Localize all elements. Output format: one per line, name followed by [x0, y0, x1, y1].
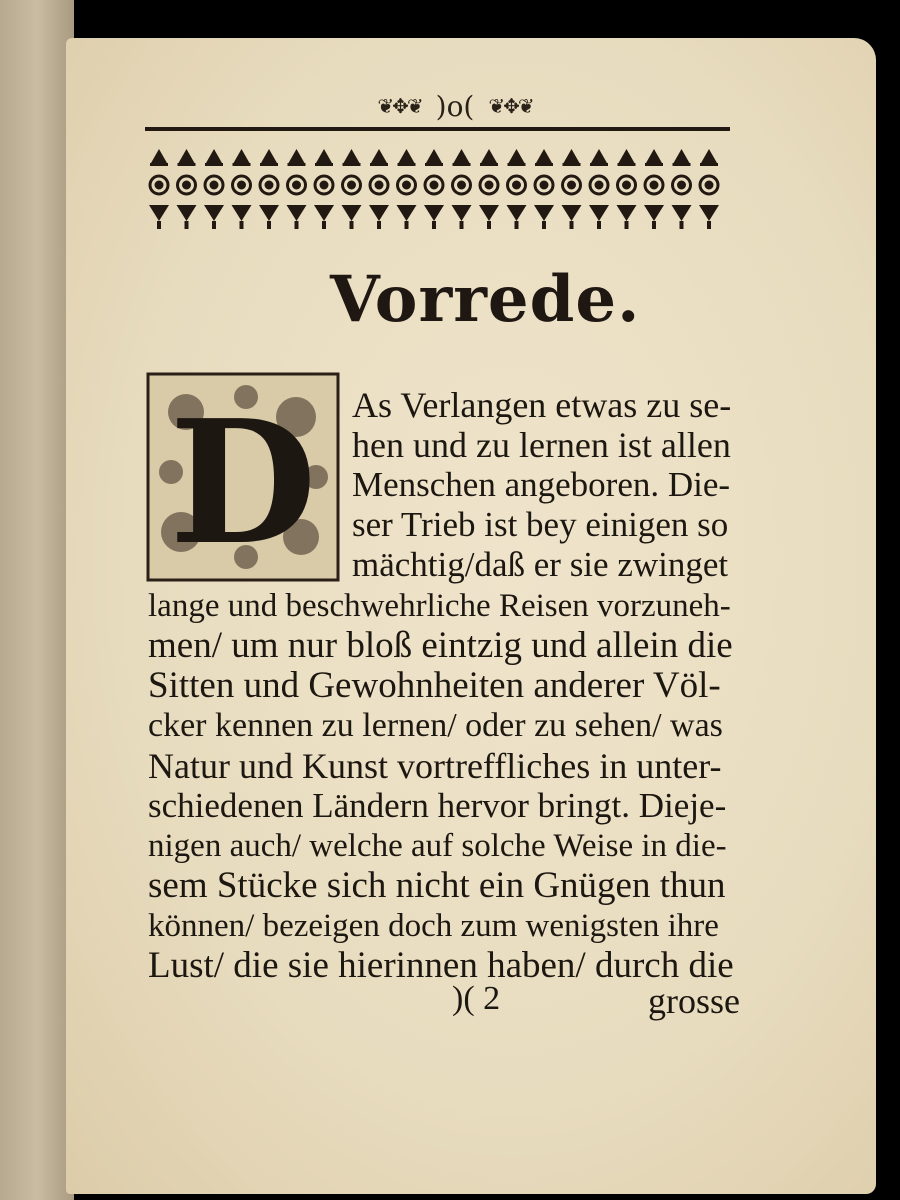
ornament-rosette-center — [679, 182, 685, 188]
ornament-rosette-center — [156, 182, 162, 188]
ornament-fleuron — [343, 149, 361, 166]
ornament-drop — [452, 205, 472, 229]
text-line: Menschen angeboren. Die- — [352, 465, 731, 504]
ornament-fleuron — [370, 149, 388, 166]
ornament-drop — [534, 205, 554, 229]
ornament-fleuron — [425, 149, 443, 166]
text-line: cker kennen zu lernen/ oder zu sehen/ was — [148, 707, 723, 744]
text-line: As Verlangen etwas zu se- — [352, 385, 732, 425]
ornament-drop — [562, 205, 582, 229]
text-line: Lust/ die sie hierinnen haben/ durch die — [148, 945, 734, 986]
ornament-rosette-center — [239, 182, 245, 188]
ornament-drop — [314, 205, 334, 229]
ornament-fleuron — [315, 149, 333, 166]
ornament-rosette-center — [486, 182, 492, 188]
ornament-drop — [424, 205, 444, 229]
ornament-fleuron — [150, 149, 168, 166]
ornament-drop — [369, 205, 389, 229]
ornament-rosette-center — [569, 182, 575, 188]
text-line: Sitten und Gewohnheiten anderer Völ- — [148, 665, 721, 706]
ornament-drop — [672, 205, 692, 229]
text-line: schiedenen Ländern hervor bringt. Dieje- — [148, 786, 727, 825]
ornament-fleuron — [700, 149, 718, 166]
text-line: men/ um nur bloß eintzig und allein die — [148, 625, 733, 666]
page-title: Vorrede. — [330, 262, 641, 337]
ornament-rosette-center — [431, 182, 437, 188]
ornament-fleuron — [563, 149, 581, 166]
running-head — [330, 89, 580, 123]
ornament-rosette-center — [541, 182, 547, 188]
ornament-drop — [644, 205, 664, 229]
ornament-fleuron — [535, 149, 553, 166]
ornament-rosette-center — [514, 182, 520, 188]
ornament-rosette-center — [651, 182, 657, 188]
running-head-mark: )o( — [435, 89, 475, 123]
text-line: sem Stücke sich nicht ein Gnügen thun — [148, 865, 726, 906]
ornament-fleuron — [233, 149, 251, 166]
ornament-rosette-center — [211, 182, 217, 188]
ornament-rosette-center — [459, 182, 465, 188]
ornament-rosette-center — [596, 182, 602, 188]
ornament-fleuron — [398, 149, 416, 166]
ornament-drop — [259, 205, 279, 229]
ornament-drop — [479, 205, 499, 229]
signature-mark: )( 2 — [452, 980, 501, 1017]
ornament-fleuron — [453, 149, 471, 166]
text-line: mächtig/daß er sie zwinget — [352, 545, 729, 584]
catchword: grosse — [648, 981, 740, 1021]
ornament-rosette-center — [184, 182, 190, 188]
ornament-fleuron — [618, 149, 636, 166]
ornament-fleuron — [673, 149, 691, 166]
text-line: hen und zu lernen ist allen — [352, 425, 731, 465]
ornament-drop — [699, 205, 719, 229]
decorated-initial-D — [146, 372, 340, 582]
ornament-drop — [507, 205, 527, 229]
ornament-fleuron — [645, 149, 663, 166]
ornamental-headpiece — [145, 127, 730, 239]
text-line: nigen auch/ welche auf solche Weise in die- — [148, 828, 727, 864]
ornament-rosette-center — [376, 182, 382, 188]
drop-cap-letter: D — [169, 383, 317, 582]
ornament-fleuron — [260, 149, 278, 166]
ornament-drop — [232, 205, 252, 229]
ornament-rosette-center — [266, 182, 272, 188]
ornament-drop — [204, 205, 224, 229]
text-line: lange und beschwehrliche Reisen vorzuneh- — [148, 588, 731, 624]
ornament-fleuron — [178, 149, 196, 166]
ornament-drop — [397, 205, 417, 229]
text-line: ser Trieb ist bey einigen so — [352, 505, 729, 544]
ornament-drop — [177, 205, 197, 229]
fleuron-left-icon: ❦✥❦ — [377, 94, 422, 118]
ornament-fleuron — [480, 149, 498, 166]
ornament-fleuron — [205, 149, 223, 166]
ornament-fleuron — [508, 149, 526, 166]
ornament-rosette-center — [349, 182, 355, 188]
ornament-rosette-center — [404, 182, 410, 188]
ornament-drop — [589, 205, 609, 229]
text-line: Natur und Kunst vortreffliches in unter- — [148, 746, 722, 786]
ornament-rosette-center — [294, 182, 300, 188]
ornament-rosette-center — [624, 182, 630, 188]
ornament-fleuron — [590, 149, 608, 166]
ornament-fleuron — [288, 149, 306, 166]
left-page-edge — [0, 0, 74, 1200]
ornament-drop — [287, 205, 307, 229]
ornament-rosette-center — [706, 182, 712, 188]
fleuron-right-icon: ❦✥❦ — [488, 94, 533, 118]
text-line: können/ bezeigen doch zum wenigsten ihre — [148, 908, 719, 944]
ornament-rosette-center — [321, 182, 327, 188]
ornament-drop — [149, 205, 169, 229]
ornament-drop — [342, 205, 362, 229]
ornament-drop — [617, 205, 637, 229]
